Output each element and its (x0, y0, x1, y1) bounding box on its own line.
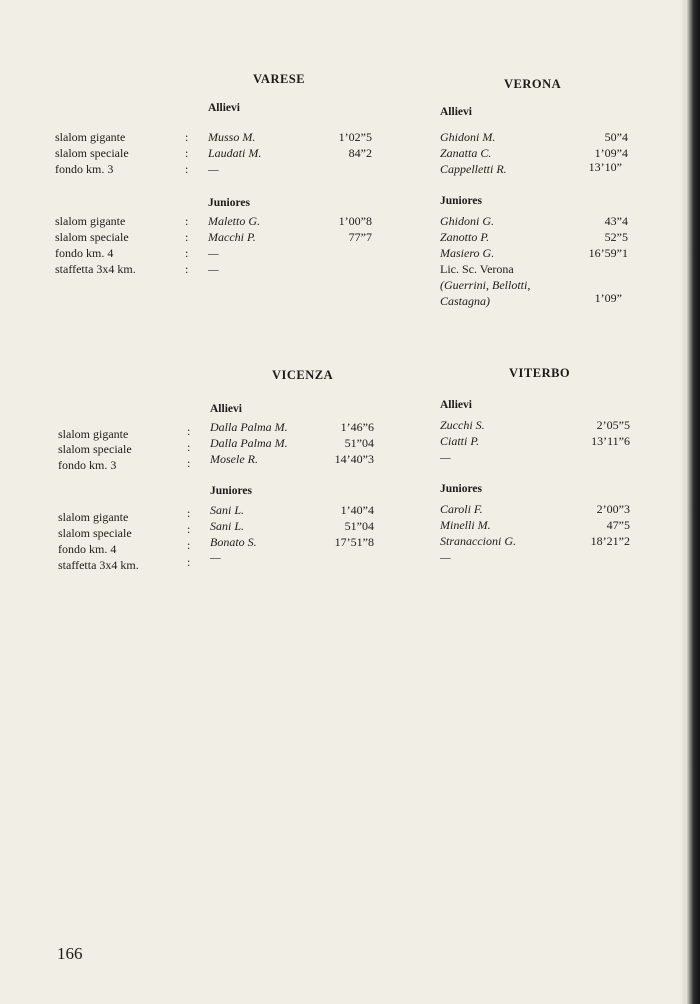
category-juniores-varese: Juniores (208, 197, 250, 209)
athlete-name: Masiero G. (440, 246, 495, 260)
category-juniores-viterbo: Juniores (440, 483, 482, 495)
athlete-name: Dalla Palma M. (210, 436, 288, 450)
event-label: staffetta 3x4 km. (58, 558, 139, 572)
event-label: slalom gigante (58, 510, 129, 524)
event-label: slalom gigante (55, 214, 126, 228)
athlete-name: — (208, 262, 219, 276)
colon: : (185, 262, 189, 276)
city-title-viterbo: VITERBO (509, 366, 571, 380)
result-time: 84”2 (348, 146, 372, 160)
athlete-name: Laudati M. (208, 146, 262, 160)
athlete-name: Musso M. (208, 130, 256, 144)
result-time: 16’59”1 (588, 246, 628, 260)
colon: : (187, 538, 191, 552)
athlete-name: Ghidoni M. (440, 130, 496, 144)
event-label: staffetta 3x4 km. (55, 262, 136, 276)
colon: : (185, 230, 189, 244)
category-allievi-verona: Allievi (440, 106, 472, 118)
result-time: 43”4 (604, 214, 628, 228)
result-time: 52”5 (604, 230, 628, 244)
result-time: 13’10” (588, 160, 622, 174)
event-label: slalom speciale (58, 526, 132, 540)
athlete-name: Zanatta C. (440, 146, 492, 160)
athlete-name: — (440, 550, 451, 564)
city-title-verona: VERONA (504, 77, 562, 91)
colon: : (187, 456, 191, 470)
result-time: 17’51”8 (334, 535, 374, 549)
athlete-name: — (208, 246, 219, 260)
colon: : (185, 146, 189, 160)
athlete-name: Macchi P. (208, 230, 256, 244)
relay-members: Castagna) (440, 294, 491, 308)
event-label: slalom speciale (55, 146, 129, 160)
colon: : (187, 522, 191, 536)
colon: : (187, 555, 191, 569)
athlete-name: — (440, 450, 451, 464)
result-time: 51”04 (344, 519, 374, 533)
category-juniores-vicenza: Juniores (210, 485, 252, 497)
athlete-name: Sani L. (210, 503, 245, 517)
result-time: 51”04 (344, 436, 374, 450)
athlete-name: — (210, 550, 221, 564)
athlete-name: Stranaccioni G. (440, 534, 516, 548)
athlete-name: — (208, 162, 219, 176)
event-label: slalom gigante (58, 427, 129, 441)
athlete-name: Sani L. (210, 519, 245, 533)
athlete-name: Ghidoni G. (440, 214, 494, 228)
colon: : (187, 440, 191, 454)
athlete-name: Cappelletti R. (440, 162, 507, 176)
category-allievi-viterbo: Allievi (440, 399, 472, 411)
result-time: 50”4 (604, 130, 628, 144)
city-title-varese: VARESE (253, 72, 306, 86)
result-time: 77”7 (348, 230, 372, 244)
event-label: slalom speciale (58, 442, 132, 456)
category-allievi-vicenza: Allievi (210, 403, 242, 415)
result-time: 2’00”3 (596, 502, 630, 516)
result-time: 1’09”4 (594, 146, 628, 160)
result-time: 1’00”8 (338, 214, 372, 228)
athlete-name: Mosele R. (210, 452, 258, 466)
relay-team: Lic. Sc. Verona (440, 262, 514, 276)
result-time: 1’46”6 (340, 420, 374, 434)
result-time: 1’02”5 (338, 130, 372, 144)
event-label: slalom gigante (55, 130, 126, 144)
event-label: fondo km. 4 (55, 246, 114, 260)
result-time: 1’40”4 (340, 503, 374, 517)
athlete-name: Zanotto P. (440, 230, 490, 244)
colon: : (187, 424, 191, 438)
result-time: 47”5 (606, 518, 630, 532)
book-edge (686, 0, 700, 1004)
event-label: fondo km. 3 (58, 458, 117, 472)
result-time: 18’21”2 (590, 534, 630, 548)
category-juniores-verona: Juniores (440, 195, 482, 207)
colon: : (185, 246, 189, 260)
colon: : (187, 506, 191, 520)
athlete-name: Zucchi S. (440, 418, 485, 432)
colon: : (185, 130, 189, 144)
result-time: 1’09” (594, 291, 622, 305)
athlete-name: Caroli F. (440, 502, 483, 516)
athlete-name: Maletto G. (208, 214, 260, 228)
athlete-name: Bonato S. (210, 535, 257, 549)
athlete-name: Minelli M. (440, 518, 491, 532)
athlete-name: Dalla Palma M. (210, 420, 288, 434)
relay-members: (Guerrini, Bellotti, (440, 278, 531, 292)
colon: : (185, 162, 189, 176)
colon: : (185, 214, 189, 228)
result-time: 14’40”3 (334, 452, 374, 466)
event-label: slalom speciale (55, 230, 129, 244)
city-title-vicenza: VICENZA (272, 368, 334, 382)
page-number: 166 (57, 944, 83, 963)
athlete-name: Ciatti P. (440, 434, 480, 448)
category-allievi-varese: Allievi (208, 102, 240, 114)
result-time: 2’05”5 (596, 418, 630, 432)
event-label: fondo km. 3 (55, 162, 114, 176)
event-label: fondo km. 4 (58, 542, 117, 556)
result-time: 13’11”6 (591, 434, 630, 448)
